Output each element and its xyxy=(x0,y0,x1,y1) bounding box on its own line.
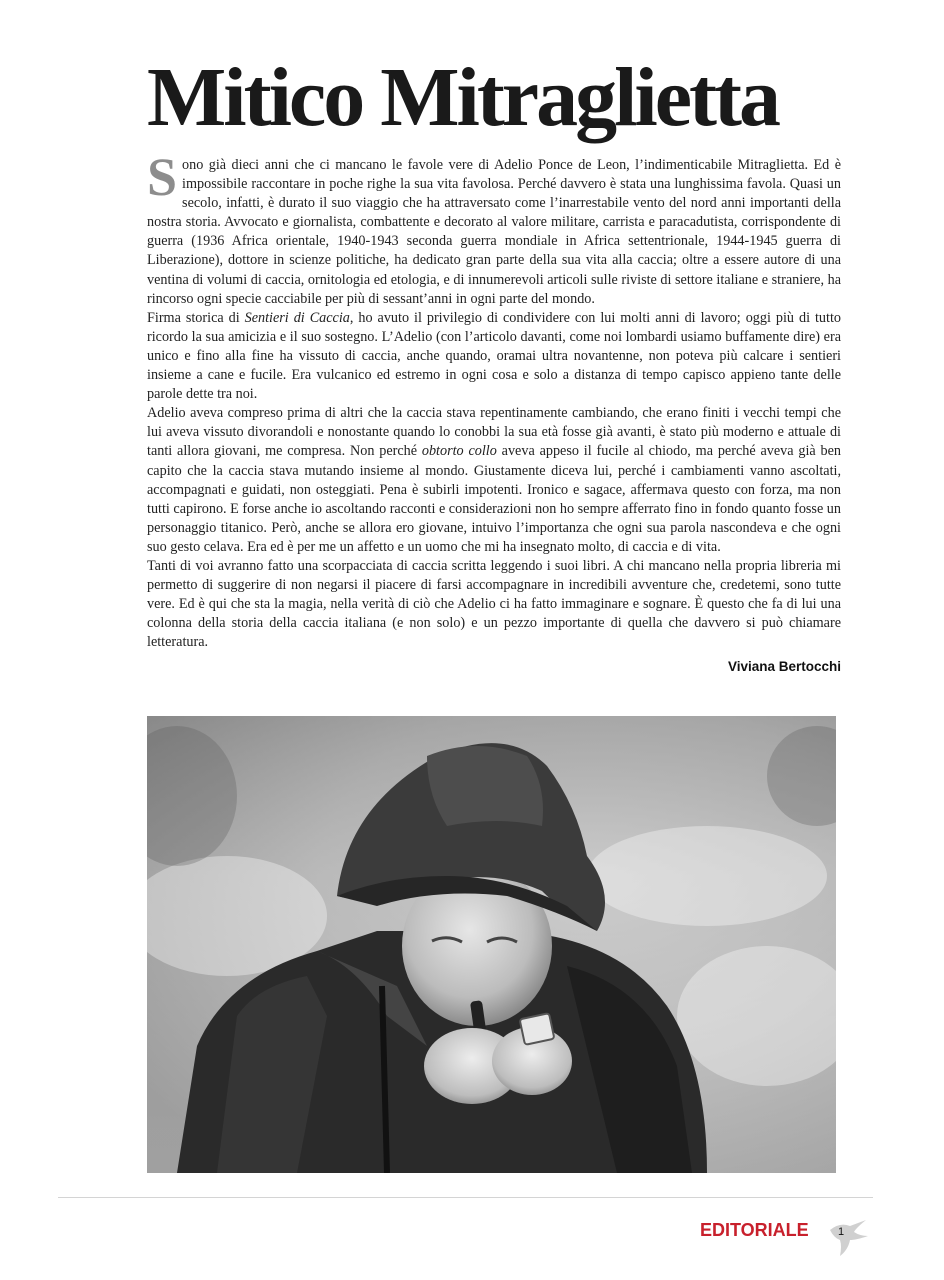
article-title: Mitico Mitraglietta xyxy=(147,51,778,144)
paragraph-2-text-b: , ho avuto il privilegio di condividere con lui molti anni di lavoro; oggi più di tutto ricordo la sua amicizia e il suo sostegno. L’Adelio (con l’articolo davanti, come noi lombardi usiamo buffamente dire) era unico e fino alla fine ha vissuto di caccia, anche quando, oramai ultra novantenne, non poteva più calcare i sentieri insieme a cane e fucile. Era vulcanico ed estremo in ogni cosa e solo a distanza di tempo capisco appieno tante delle parole dette tra noi. xyxy=(147,309,841,403)
magazine-name: Sentieri di Caccia xyxy=(244,309,350,326)
paragraph-1 xyxy=(147,147,841,309)
bird-silhouette-icon xyxy=(826,1212,872,1258)
paragraph-1-text: ono già dieci anni che ci mancano le favole vere di Adelio Ponce de Leon, l’indimenticabile Mitraglietta. Ed è impossibile raccontare in poche righe la sua vita favolosa. Perché davvero è stata una lunghissima favola. Quasi un secolo, infatti, è durato il suo viaggio che ha attraversato come l’inarrestabile vento del nord anni importanti della nostra storia. Avvocato e giornalista, combattente e decorato al valore militare, carrista e paracadutista, corrispondente di guerra (1936 Africa orientale, 1940-1943 seconda guerra mondiale in Africa settentrionale, 1944-1945 guerra di Liberazione), dottore in scienze politiche, ha dedicato gran parte della sua vita alla caccia; oltre a essere autore di una ventina di volumi di caccia, ornitologia ed etologia, e di innumerevoli articoli sulle riviste di settore italiane e straniere, ha rincorso ogni specie cacciabile per più di sessant’anni in ogni parte del mondo. xyxy=(147,157,841,307)
paragraph-3-text-a: Adelio aveva compreso prima di altri che la caccia stava repentinamente cambiando, che erano finiti i vecchi tempi che lui aveva vissuto divorandoli e nonostante quando lo conobbi la sua età fosse già avanti, è stato più moderno e attuale di tanti allora giovani, me compresa. Non perché xyxy=(147,405,841,460)
section-label: EDITORIALE xyxy=(700,1220,809,1240)
paragraph-2-text-a: Firma storica di xyxy=(147,309,245,326)
paragraph-2 xyxy=(147,309,841,404)
drop-cap: S xyxy=(147,147,178,207)
footer-divider xyxy=(58,1197,873,1198)
paragraph-4: Tanti di voi avranno fatto una scorpacciata di caccia scritta leggendo i suoi libri. A chi mancano nella propria libreria mi permetto di suggerire di non negarsi il piacere di farsi accompagnare in incredibili avventure che, credetemi, sono tutte vere. Ed è qui che sta la magia, nella verità di ciò che Adelio ci ha fatto immaginare e sognare. È questo che fa di lui una colonna della storia della caccia italiana (e non solo) e un pezzo importante di quella che davvero si può chiamare letteratura. xyxy=(147,557,841,651)
page-number: 1 xyxy=(838,1226,845,1238)
paragraph-3-text-b: aveva appeso il fucile al chiodo, ma perché aveva già ben capito che la caccia stava mutando insieme al mondo. Giustamente diceva lui, perché i cambiamenti vanno ascoltati, accompagnati e guidati, non osteggiati. Pena è subirli impotenti. Ironico e sagace, affermava questo con forza, ma non tutti capirono. E forse anche io ascoltando racconti e considerazioni non ho sempre afferrato fino in fondo quanto fosse un personaggio titanico. Però, anche se allora ero giovane, intuivo l’importanza che ogni sua parola nascondeva e che ogni suo gesto celava. Era ed è per me un affetto e un uomo che mi ha insegnato molto, di caccia e di vita. xyxy=(147,443,841,555)
portrait-photo xyxy=(147,716,836,1173)
article-body xyxy=(147,147,841,677)
latin-phrase: obtorto collo xyxy=(421,443,497,460)
paragraph-3 xyxy=(147,404,841,557)
author-signature: Viviana Bertocchi xyxy=(727,659,841,675)
